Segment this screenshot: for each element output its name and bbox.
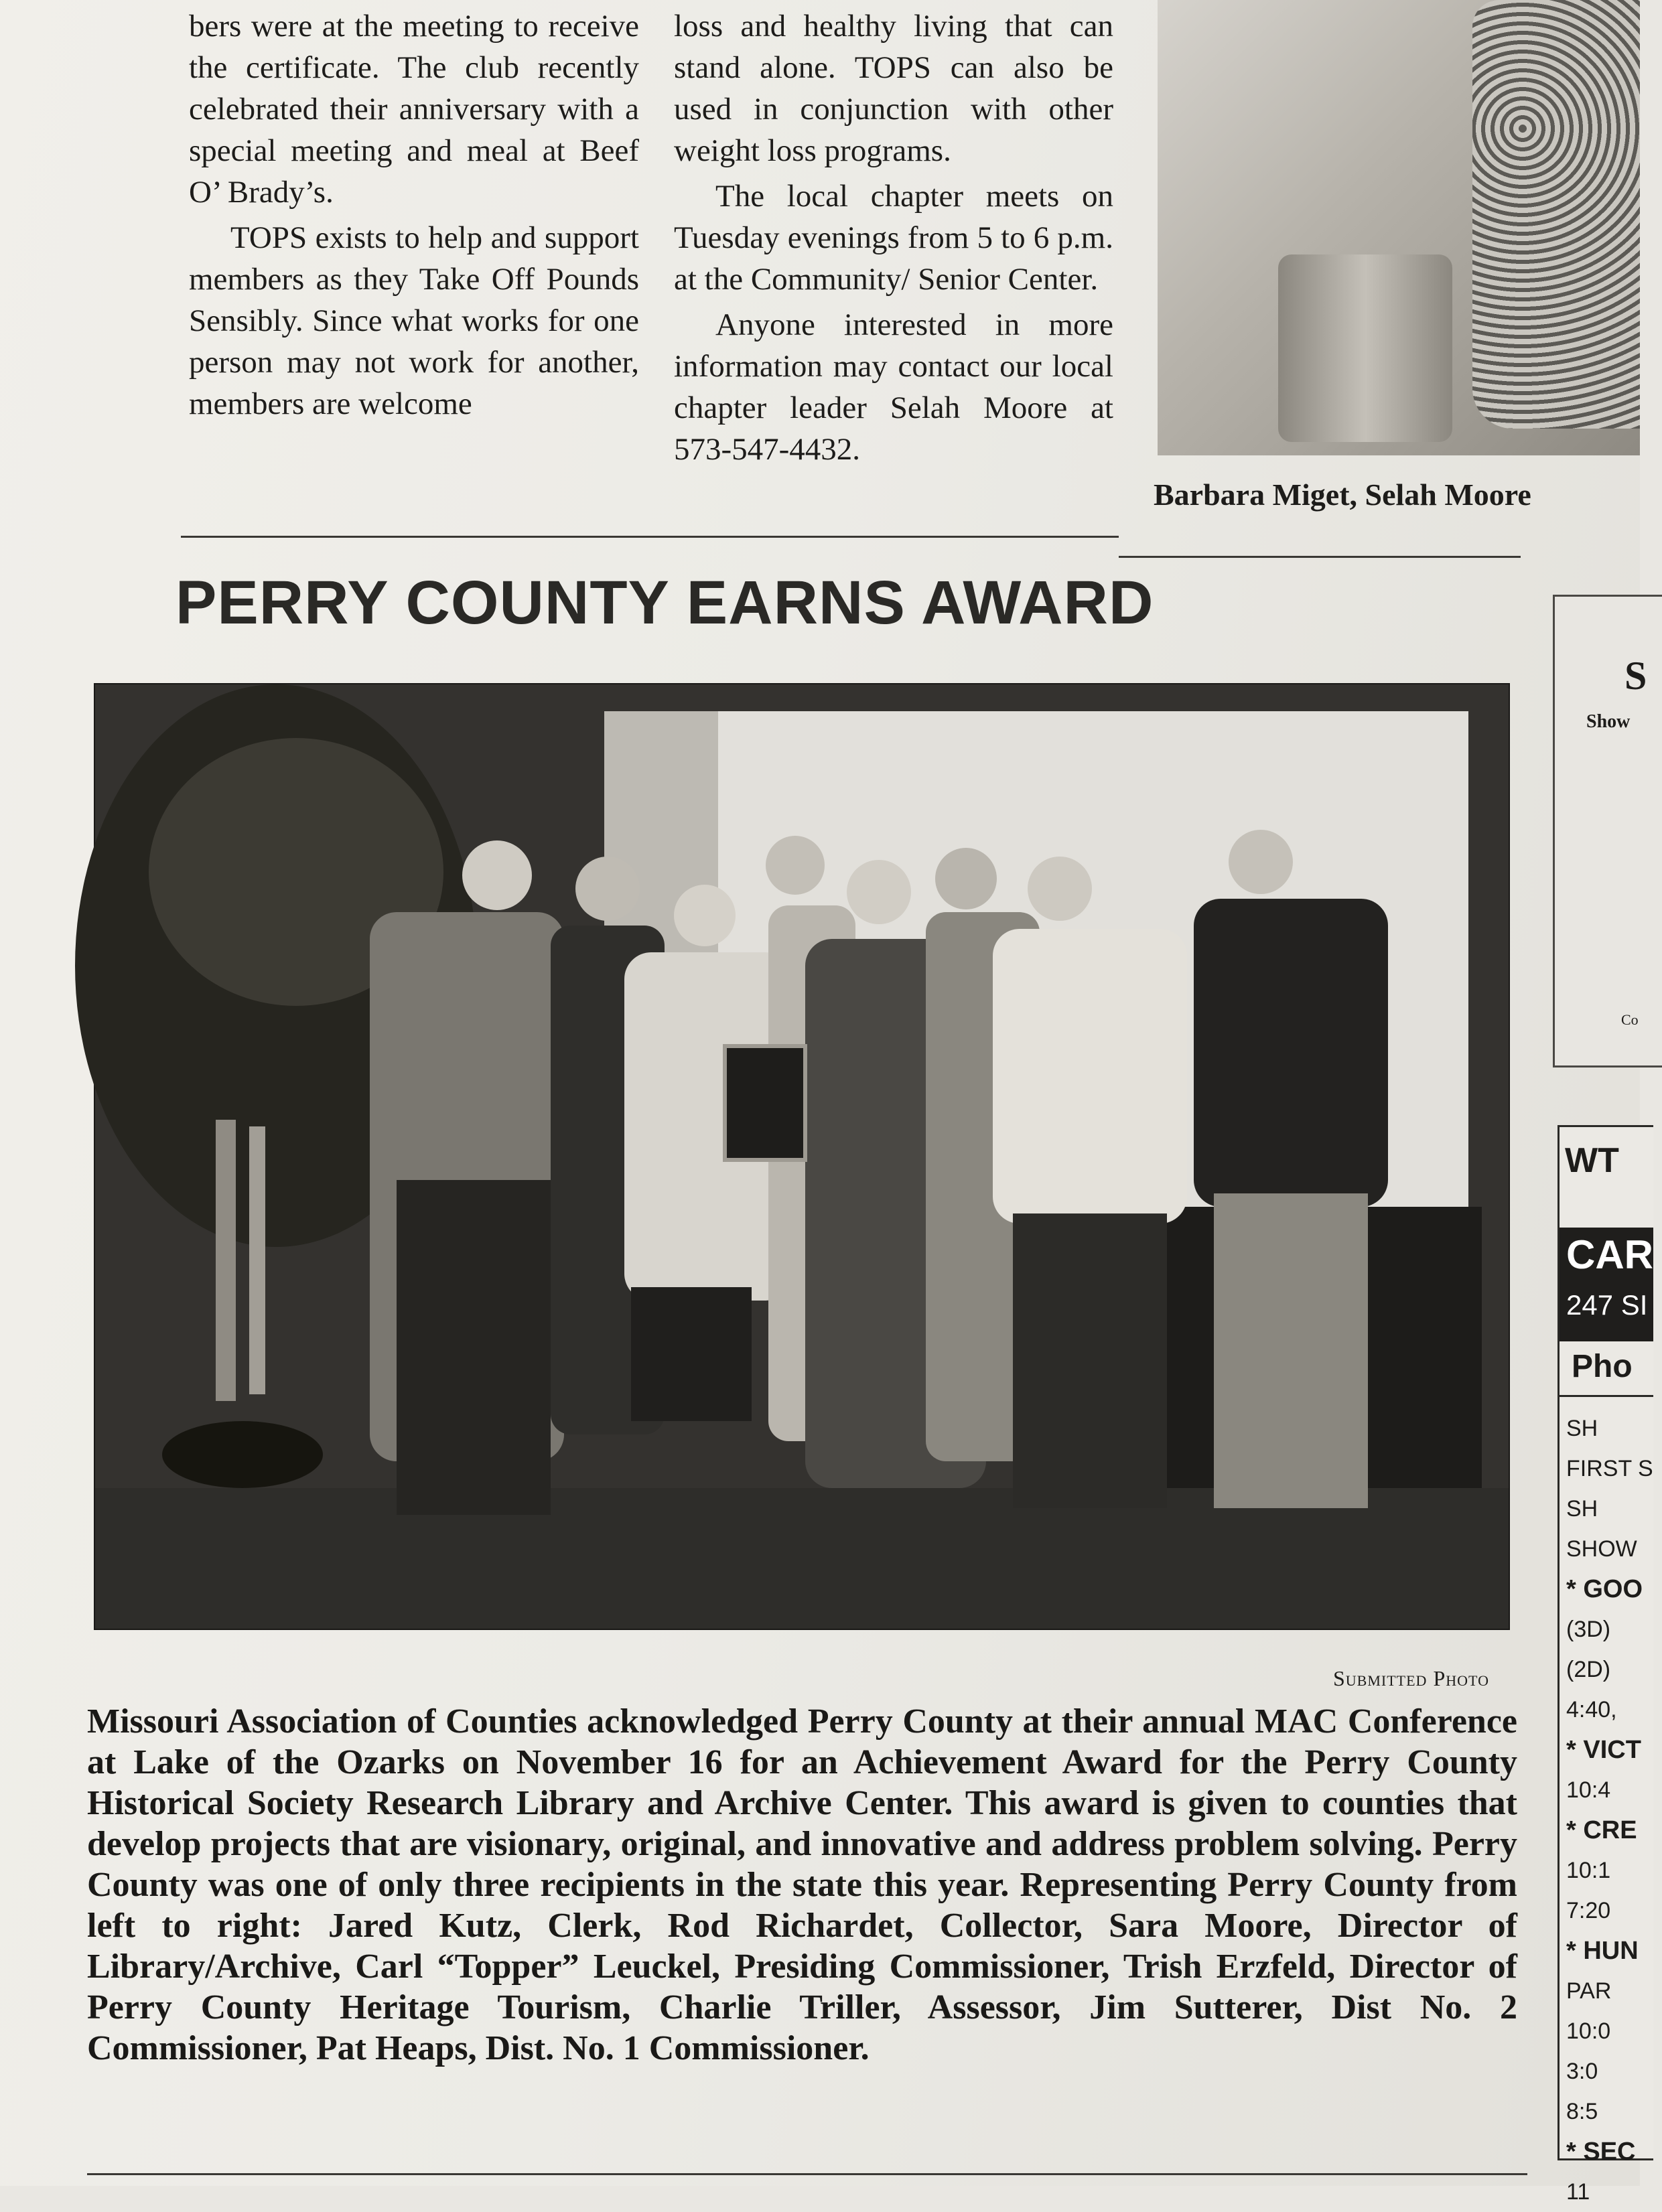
- person-shape: [1472, 0, 1640, 429]
- ad-line: * SEC: [1566, 2138, 1636, 2166]
- ad-line: PAR: [1566, 1978, 1612, 2004]
- divider: [1560, 1395, 1653, 1397]
- ad-logo: WT: [1565, 1141, 1619, 1180]
- award-photo: [94, 683, 1510, 1630]
- ad-line: 3:0: [1566, 2059, 1598, 2084]
- top-story-column-2: [674, 5, 1113, 470]
- ad-line: FIRST S: [1566, 1456, 1653, 1481]
- ad-line: 10:4: [1566, 1777, 1611, 1803]
- divider: [181, 536, 1119, 538]
- ad-phone: Pho: [1572, 1349, 1633, 1384]
- ad-line: 4:40,: [1566, 1697, 1617, 1722]
- ad-line: 10:0: [1566, 2018, 1611, 2044]
- ad-line: * GOO: [1566, 1575, 1643, 1603]
- ad-line: (3D): [1566, 1617, 1611, 1642]
- ad-line: * HUN: [1566, 1937, 1639, 1965]
- ad-line: * CRE: [1566, 1816, 1637, 1844]
- photo-credit: Submitted Photo: [1333, 1666, 1489, 1690]
- side-box-co: Co: [1621, 1011, 1639, 1028]
- barrel-shape: [1278, 254, 1452, 442]
- side-box-letter: S: [1624, 654, 1647, 698]
- ad-listings: [1566, 1408, 1660, 2212]
- ad-line: 8:5: [1566, 2099, 1598, 2124]
- top-story-column-1: [189, 5, 639, 425]
- side-box-show: Show: [1586, 711, 1631, 732]
- ad-line: SHOW: [1566, 1536, 1637, 1562]
- top-photo-caption: Barbara Miget, Selah Moore: [1154, 477, 1531, 512]
- ad-line: 11: [1566, 2179, 1590, 2205]
- paragraph: loss and healthy living that can stand alone. TOPS can also be used in conjunction with other weight loss programs.: [674, 9, 1113, 168]
- ad-address: 247 SI: [1566, 1289, 1648, 1321]
- photo-caption: Missouri Association of Counties acknowledged Perry County at their annual MAC Conference at Lake of the Ozarks on November 16 for an Achievement Award for the Perry County Historical Society Research Library and Archive Center. This award is given to counties that develop projects that are visionary, original, and innovative and address problem solving. Perry County was one of only three recipients in the state this year. Representing Perry County from left to right: Jared Kutz, Clerk, Rod Richardet, Collector, Sara Moore, Director of Library/Archive, Carl “Topper” Leuckel, Presiding Commissioner, Trish Erzfeld, Director of Perry County Heritage Tourism, Charlie Triller, Assessor, Jim Sutterer, Dist No. 2 Commissioner, Pat Heaps, Dist. No. 1 Commissioner.: [87, 1702, 1517, 2067]
- ad-title-band: [1560, 1228, 1653, 1341]
- paragraph: TOPS exists to help and support members as they Take Off Pounds Sensibly. Since what works for one person may not work for another, members are welcome: [189, 220, 639, 421]
- ad-line: SH: [1566, 1496, 1598, 1522]
- paragraph: Anyone interested in more information may contact our local chapter leader Selah Moore at 573-547-4432.: [674, 307, 1113, 467]
- ad-line: (2D): [1566, 1657, 1611, 1682]
- divider: [87, 2173, 1527, 2175]
- ad-title: CAR: [1566, 1232, 1653, 1277]
- ad-line: * VICT: [1566, 1736, 1641, 1764]
- divider: [1119, 556, 1521, 558]
- award-photo-illustration: [95, 684, 1509, 1629]
- ad-line: SH: [1566, 1416, 1598, 1441]
- paragraph: bers were at the meeting to receive the certificate. The club recently celebrated their anniversary with a special meeting and meal at Beef O’ Brady’s.: [189, 9, 639, 210]
- top-story-photo: [1158, 0, 1640, 455]
- cinema-ad: [1557, 1125, 1653, 2205]
- ad-line: 10:1: [1566, 1858, 1611, 1883]
- paragraph: The local chapter meets on Tuesday evenings from 5 to 6 p.m. at the Community/ Senior Center.: [674, 179, 1113, 297]
- article-headline: PERRY COUNTY EARNS AWARD: [176, 569, 1154, 637]
- ad-line: 7:20: [1566, 1898, 1611, 1923]
